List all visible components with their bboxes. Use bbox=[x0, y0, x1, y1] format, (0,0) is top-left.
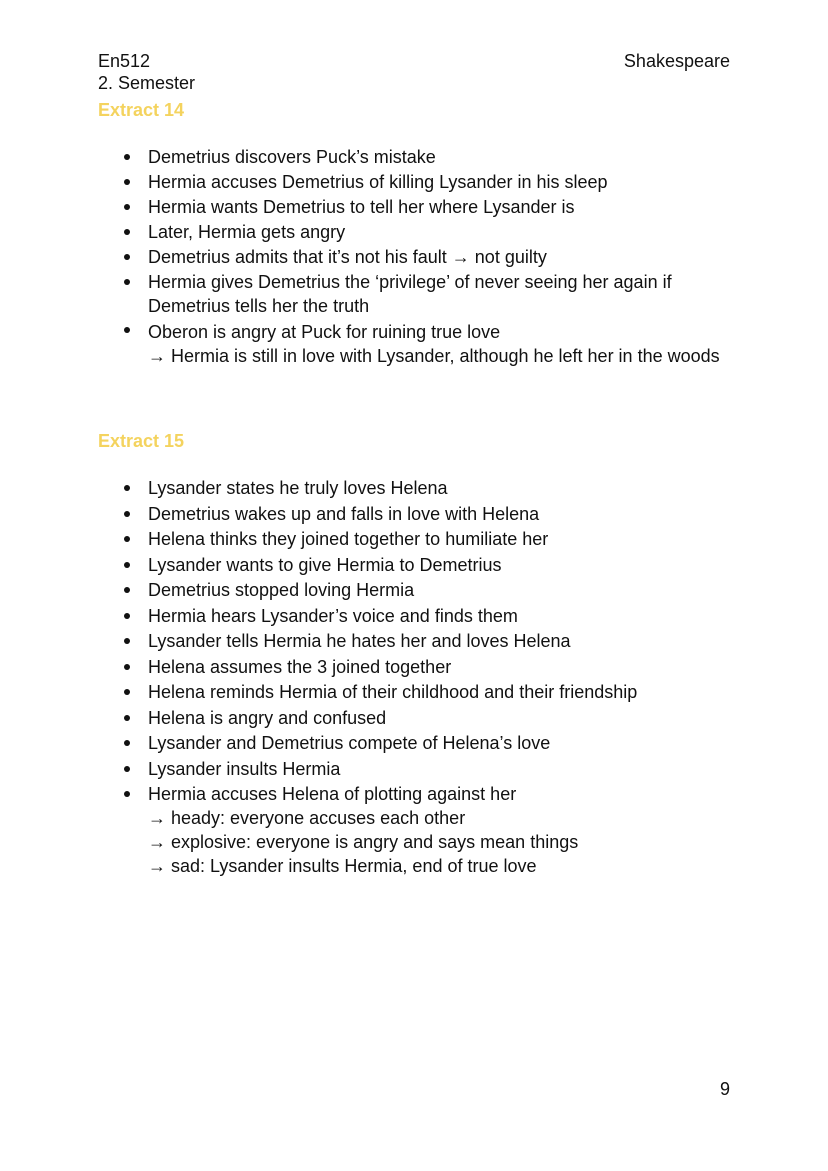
document-header-left bbox=[98, 50, 195, 94]
list-item: Demetrius admits that it’s not his fault → not guilty bbox=[0, 245, 828, 270]
list-item bbox=[0, 270, 828, 318]
semester-label: 2. Semester bbox=[98, 73, 196, 93]
list-item: Hermia wants Demetrius to tell her where Lysander is bbox=[0, 195, 828, 220]
list-item bbox=[0, 318, 828, 368]
list-item: Demetrius wakes up and falls in love with Helena bbox=[0, 502, 828, 528]
list-item: Lysander states he truly loves Helena bbox=[0, 476, 828, 502]
list-item bbox=[0, 782, 828, 878]
list-item: Lysander tells Hermia he hates her and loves Helena bbox=[0, 629, 828, 655]
list-item: Later, Hermia gets angry bbox=[0, 220, 828, 245]
list-item: Helena is angry and confused bbox=[0, 706, 828, 732]
list-item-text: Hermia gives Demetrius the ‘privilege’ of never seeing her again if Demetrius tells her the truth bbox=[148, 272, 672, 316]
list-subnote: → explosive: everyone is angry and says mean things bbox=[148, 832, 579, 852]
extract-15-heading: Extract 15 bbox=[98, 431, 185, 451]
list-subnote: → sad: Lysander insults Hermia, end of true love bbox=[148, 856, 537, 876]
list-item: Lysander and Demetrius compete of Helena’s love bbox=[0, 731, 828, 757]
list-item: Lysander insults Hermia bbox=[0, 757, 828, 783]
list-item: Hermia accuses Demetrius of killing Lysander in his sleep bbox=[0, 170, 828, 195]
list-item: Demetrius stopped loving Hermia bbox=[0, 578, 828, 604]
list-item: Helena reminds Hermia of their childhood and their friendship bbox=[0, 680, 828, 706]
list-item: Helena assumes the 3 joined together bbox=[0, 655, 828, 681]
subject-label: Shakespeare bbox=[623, 51, 730, 71]
list-item: Hermia hears Lysander’s voice and finds them bbox=[0, 604, 828, 630]
list-item: Helena thinks they joined together to humiliate her bbox=[0, 527, 828, 553]
course-code: En512 bbox=[98, 51, 151, 71]
list-item: Demetrius discovers Puck’s mistake bbox=[0, 145, 828, 170]
list-subnote: → Hermia is still in love with Lysander, although he left her in the woods bbox=[148, 346, 720, 366]
list-item: Lysander wants to give Hermia to Demetrius bbox=[0, 553, 828, 579]
list-item-text: Hermia accuses Helena of plotting against her bbox=[148, 784, 517, 804]
list-subnote: → heady: everyone accuses each other bbox=[148, 808, 466, 828]
extract-15-list bbox=[0, 476, 828, 878]
list-item-text: Oberon is angry at Puck for ruining true love bbox=[148, 322, 501, 342]
extract-14-list bbox=[0, 145, 828, 368]
extract-14-heading: Extract 14 bbox=[98, 100, 185, 120]
page-number: 9 bbox=[719, 1079, 730, 1099]
